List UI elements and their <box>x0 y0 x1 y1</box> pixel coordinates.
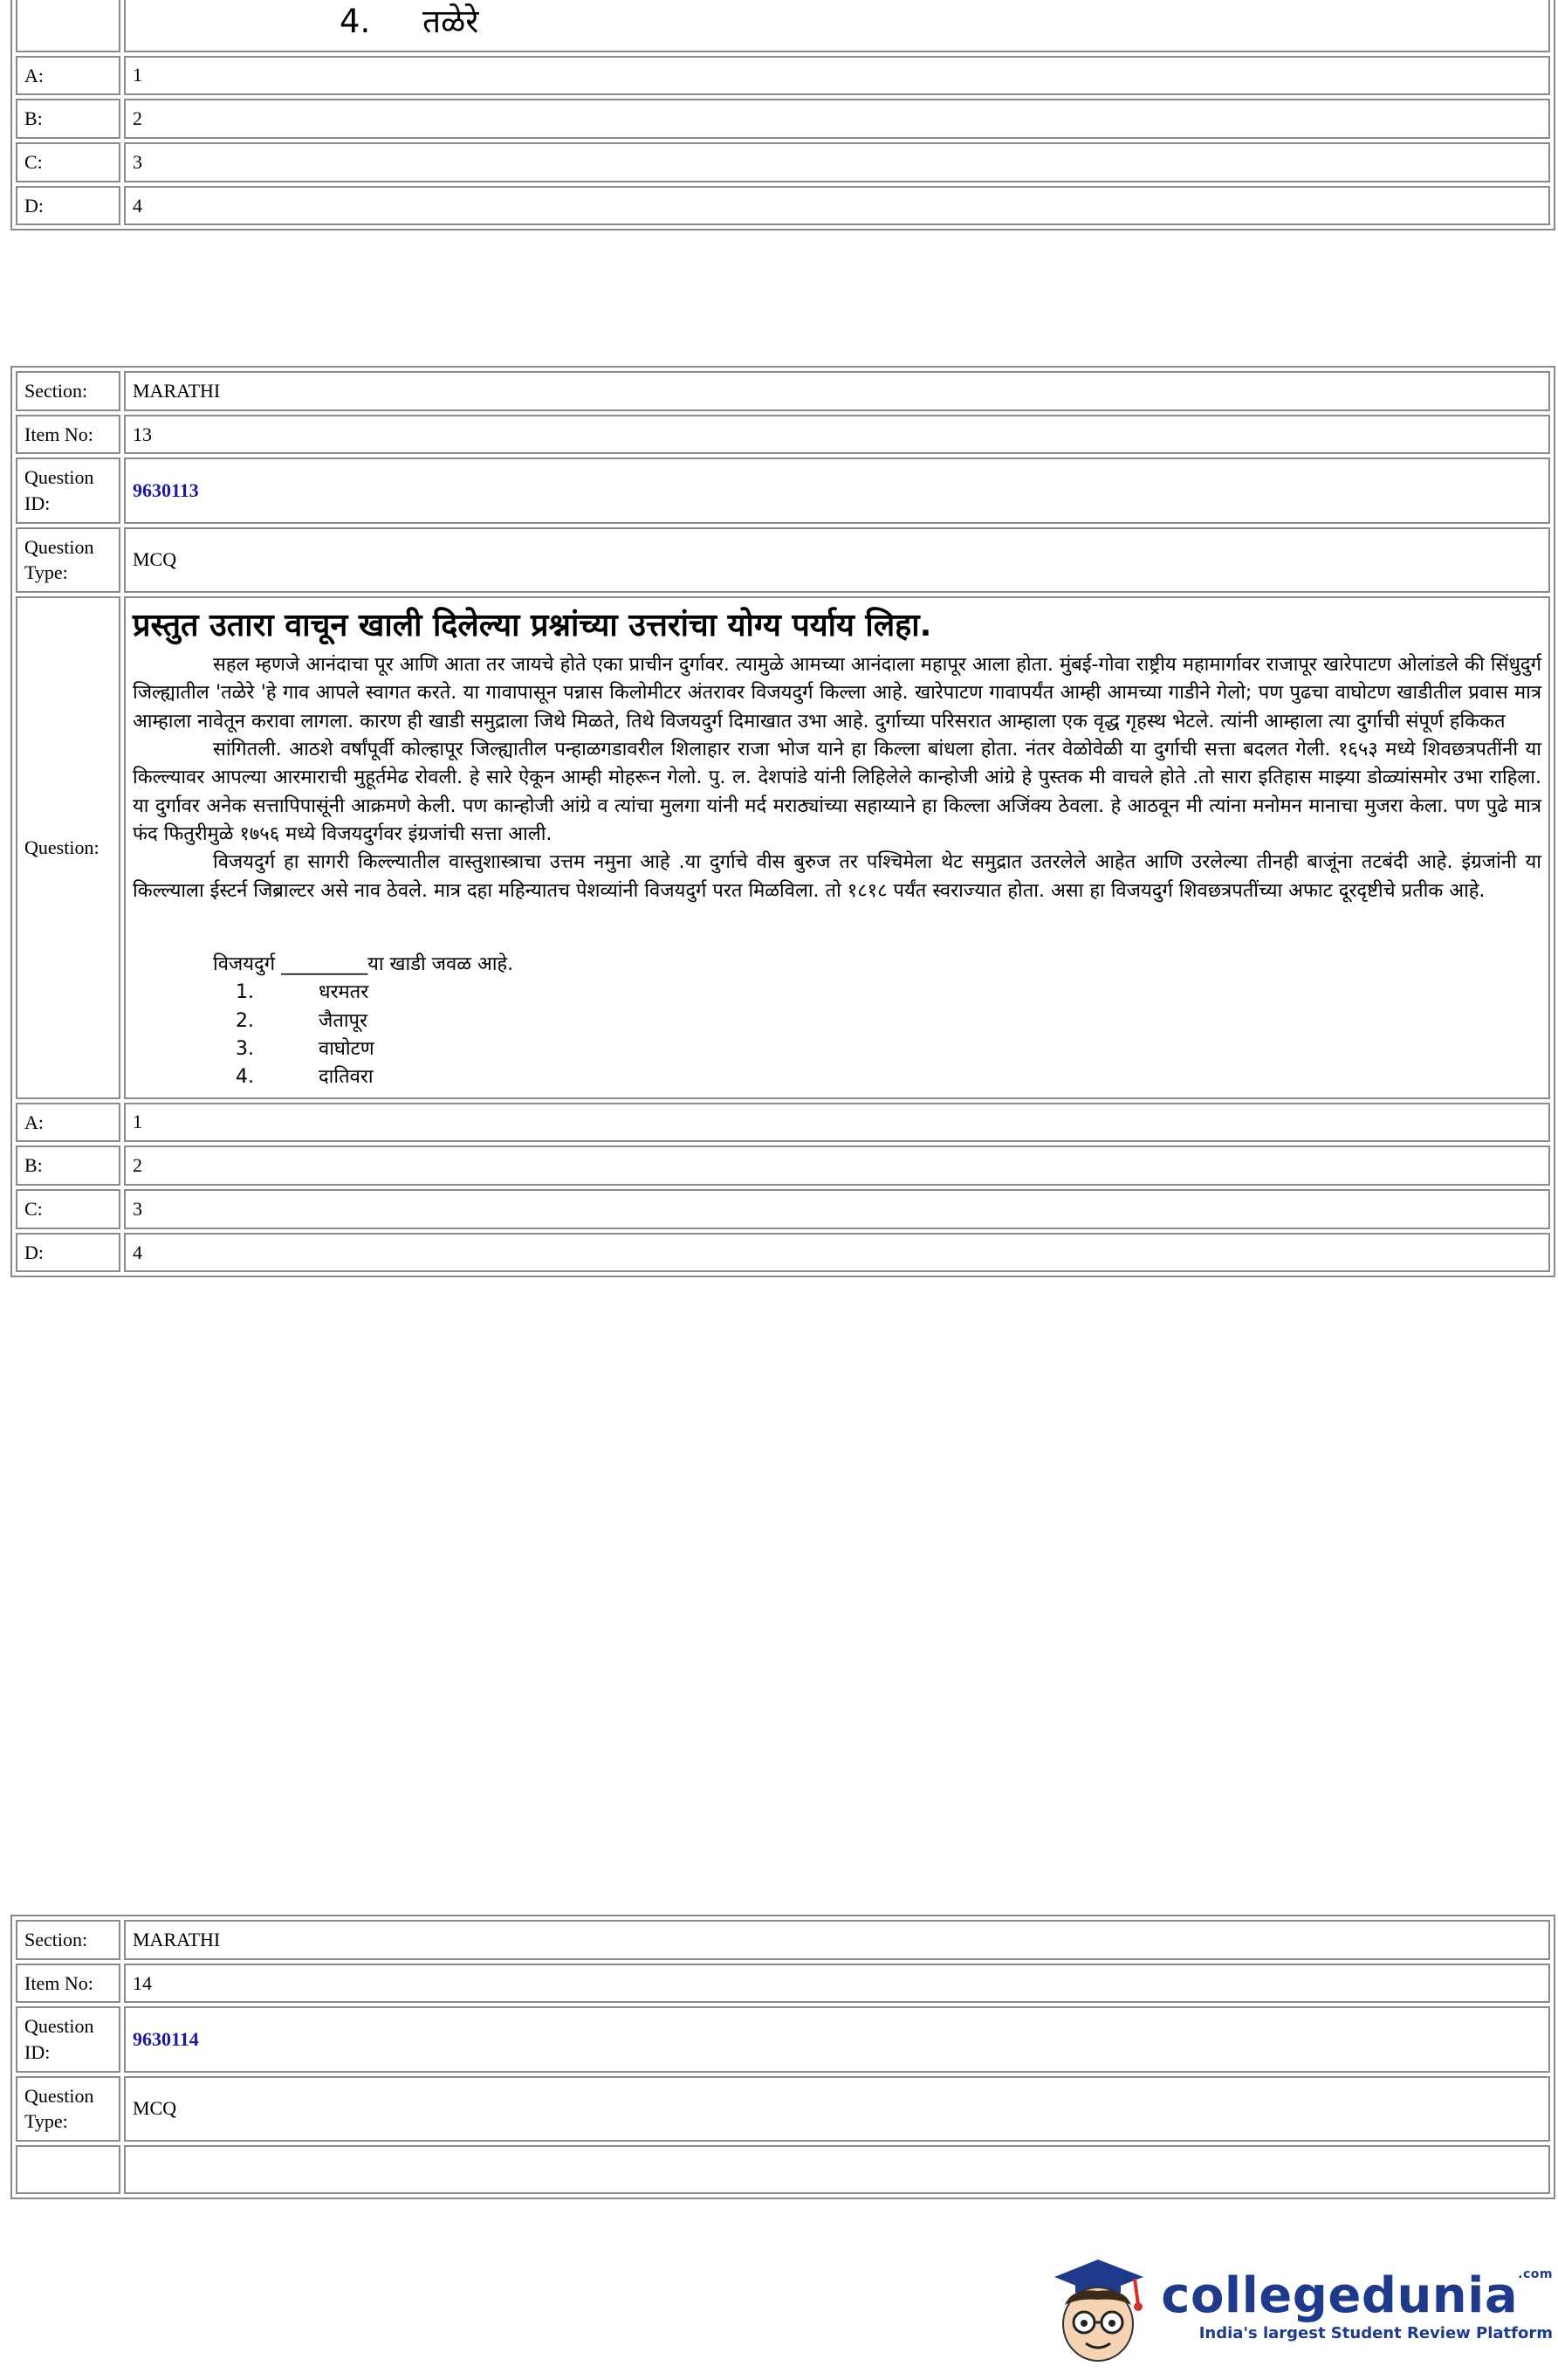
question-id-row: Question ID: 9630113 <box>16 457 1550 523</box>
question-type-value: MCQ <box>124 527 1550 593</box>
item-no-row: Item No: 13 <box>16 415 1550 455</box>
answer-row: D: 4 <box>16 1233 1550 1273</box>
question-row-cut <box>16 2145 1550 2194</box>
question-passage <box>124 596 1550 1099</box>
section-row: Section: MARATHI <box>16 1920 1550 1960</box>
option-item: 4. तळेरे <box>340 3 479 41</box>
choice-item: 1. धरमतर <box>236 981 369 1004</box>
section-value: MARATHI <box>124 1920 1550 1960</box>
item-no-value: 14 <box>124 1964 1550 2004</box>
section-row: Section: MARATHI <box>16 371 1550 411</box>
answer-row: B: 2 <box>16 1145 1550 1186</box>
answer-row: A: 1 <box>16 1103 1550 1143</box>
choice-list <box>133 979 1541 1091</box>
answer-row: D: 4 <box>16 186 1550 226</box>
question-id-value: 9630114 <box>133 2028 199 2051</box>
answer-row: C: 3 <box>16 1189 1550 1229</box>
prev-options-cell <box>124 0 1550 52</box>
brand-tagline: India's largest Student Review Platform <box>1198 2324 1553 2342</box>
question-table-prev <box>10 0 1555 230</box>
question-type-value: MCQ <box>124 2076 1550 2142</box>
choice-item: 2. जैतापूर <box>236 1009 368 1032</box>
passage-paragraph: विजयदुर्ग हा सागरी किल्ल्यातील वास्तुशास्त्राचा उत्तम नमुना आहे .या दुर्गाचे वीस बुरुज तर पश्चिमेला थेट समुद्रात उतरलेले आहेत आणि उरलेल्या तीनही बाजूंना तटबंदी आहे. इंग्रजांनी या किल्ल्याला ईस्टर्न जिब्राल्टर असे नाव ठेवले. मात्र दहा महिन्यातच पेशव्यांनी विजयदुर्ग परत मिळविला. तो १८१८ पर्यंत स्वराज्यात होता. असा हा विजयदुर्ग शिवछत्रपतींच्या अफाट दूरदृष्टीचे प्रतीक आहे. <box>133 851 1541 902</box>
answer-row: A: 1 <box>16 56 1550 96</box>
choice-item: 4. दातिवरा <box>236 1066 374 1089</box>
question-type-row: Question Type: MCQ <box>16 527 1550 593</box>
brand-logo <box>1037 2244 1553 2366</box>
question-id-row: Question ID: 9630114 <box>16 2006 1550 2072</box>
question-row: Question: प्रस्तुत उतारा वाचून खाली दिलेल्या प्रश्नांच्या उत्तरांचा योग्य पर्याय लिहा. सहल म्हणजे आनंदाचा पूर आणि आता तर जायचे होते एका प्राचीन दुर्गावर. त्यामुळे आमच्या आनंदाला महापूर आला होता. मुंबई-गोवा राष्ट्रीय महामार्गावर राजापूर खारेपाटण ओलांडले की सिंधुदुर्ग जिल्ह्यातील 'तळेरे 'हे गाव आपले स्वागत करते. या गावापासून पन्नास किलोमीटर अंतरावर विजयदुर्ग किल्ला आहे. खारेपाटण गावापर्यंत आम्ही आमच्या गाडीने गेलो; पण पुढचा वाघोटण खाडीतील प्रवास मात्र आम्हाला नावेतून करावा लागला. कारण ही खाडी समुद्राला जिथे मिळते, तिथे विजयदुर्ग दिमाखात उभा आहे. दुर्गाच्या परिसरात आम्हाला एक वृद्ध गृहस्थ भेटले. त्यांनी आम्हाला त्या दुर्गाची संपूर्ण हकिकत सांगितली. आठशे वर्षांपूर्वी कोल्हापूर जिल्ह्यातील पन्हाळगडावरील शिलाहार राजा भोज याने हा किल्ला बांधला होता. नंतर वेळोवेळी या दुर्गाची सत्ता बदलत गेली. १६५३ मध्ये शिवछत्रपतींनी या किल्ल्यावर आपल्या आरमाराची मुहूर्तमेढ रोवली. हे सारे ऐकून आम्ही मोहरून गेलो. पु. ल. देशपांडे यांनी लिहिलेले कान्होजी आंग्रे हे पुस्तक मी वाचले होते .तो सारा इतिहास माझ्या डोळ्यांसमोर उभा राहिला. या दुर्गावर अनेक सत्तापिपासूंनी आक्रमणे केली. पण कान्होजी आंग्रे व त्यांचा मुलगा यांनी मर्द मराठ्यांच्या सहाय्याने हा किल्ला अजिंक्य ठेवला. हे आठवून मी त्यांना मनोमन मानाचा मुजरा केला. पण पुढे मात्र फंद फितुरीमुळे १७५६ मध्ये विजयदुर्गवर इंग्रजांची सत्ता आली. विजयदुर्ग हा सागरी किल्ल्यातील वास्तुशास्त्राचा उत्तम नमुना आहे .या दुर्गाचे वीस बुरुज तर पश्चिमेला थेट समुद्रात उतरलेले आहेत आणि उरलेल्या तीनही बाजूंना तटबंदी आहे. इंग्रजांनी या किल्ल्याला ईस्टर्न जिब्राल्टर असे नाव ठेवले. मात्र दहा महिन्यातच पेशव्यांनी विजयदुर्ग परत मिळविला. तो १८१८ पर्यंत स्वराज्यात होता. असा हा विजयदुर्ग शिवछत्रपतींच्या अफाट दूरदृष्टीचे प्रतीक आहे. विजयदुर्ग _________या खाडी जवळ आहे. 1. धरमतर 2. जैतापूर 3. वाघोटण 4. दातिवरा <box>16 596 1550 1099</box>
answer-row: B: 2 <box>16 99 1550 139</box>
passage-paragraph: सहल म्हणजे आनंदाचा पूर आणि आता तर जायचे होते एका प्राचीन दुर्गावर. त्यामुळे आमच्या आनंदाला महापूर आला होता. मुंबई-गोवा राष्ट्रीय महामार्गावर राजापूर खारेपाटण ओलांडले की सिंधुदुर्ग जिल्ह्यातील 'तळेरे 'हे गाव आपले स्वागत करते. या गावापासून पन्नास किलोमीटर अंतरावर विजयदुर्ग किल्ला आहे. खारेपाटण गावापर्यंत आम्ही आमच्या गाडीने गेलो; पण पुढचा वाघोटण खाडीतील प्रवास मात्र आम्हाला नावेतून करावा लागला. कारण ही खाडी समुद्राला जिथे मिळते, तिथे विजयदुर्ग दिमाखात उभा आहे. दुर्गाच्या परिसरात आम्हाला एक वृद्ध गृहस्थ भेटले. त्यांनी आम्हाला त्या दुर्गाची संपूर्ण हकिकत <box>133 654 1541 733</box>
mascot-icon <box>1037 2244 1150 2366</box>
question-id-value: 9630113 <box>133 479 199 502</box>
question-table-14 <box>10 1915 1555 2199</box>
question-type-row: Question Type: MCQ <box>16 2076 1550 2142</box>
brand-name: collegedunia$^{.com}$ <box>1161 2267 1553 2324</box>
choice-item: 3. वाघोटण <box>236 1037 374 1060</box>
passage-heading: प्रस्तुत उतारा वाचून खाली दिलेल्या प्रश्नांच्या उत्तरांचा योग्य पर्याय लिहा. <box>133 608 932 644</box>
question-stem: विजयदुर्ग _________या खाडी जवळ आहे. <box>213 953 514 975</box>
question-table-13 <box>10 366 1555 1277</box>
prev-question-label-cell <box>16 0 120 52</box>
item-no-row: Item No: 14 <box>16 1964 1550 2004</box>
answer-row: C: 3 <box>16 142 1550 182</box>
section-value: MARATHI <box>124 371 1550 411</box>
passage-paragraph: सांगितली. आठशे वर्षांपूर्वी कोल्हापूर जिल्ह्यातील पन्हाळगडावरील शिलाहार राजा भोज याने हा किल्ला बांधला होता. नंतर वेळोवेळी या दुर्गाची सत्ता बदलत गेली. १६५३ मध्ये शिवछत्रपतींनी या किल्ल्यावर आपल्या आरमाराची मुहूर्तमेढ रोवली. हे सारे ऐकून आम्ही मोहरून गेलो. पु. ल. देशपांडे यांनी लिहिलेले कान्होजी आंग्रे हे पुस्तक मी वाचले होते .तो सारा इतिहास माझ्या डोळ्यांसमोर उभा राहिला. या दुर्गावर अनेक सत्तापिपासूंनी आक्रमणे केली. पण कान्होजी आंग्रे व त्यांचा मुलगा यांनी मर्द मराठ्यांच्या सहाय्याने हा किल्ला अजिंक्य ठेवला. हे आठवून मी त्यांना मनोमन मानाचा मुजरा केला. पण पुढे मात्र फंद फितुरीमुळे १७५६ मध्ये विजयदुर्गवर इंग्रजांची सत्ता आली. <box>133 739 1541 845</box>
item-no-value: 13 <box>124 415 1550 455</box>
brand-domain: .com <box>1518 2267 1553 2281</box>
